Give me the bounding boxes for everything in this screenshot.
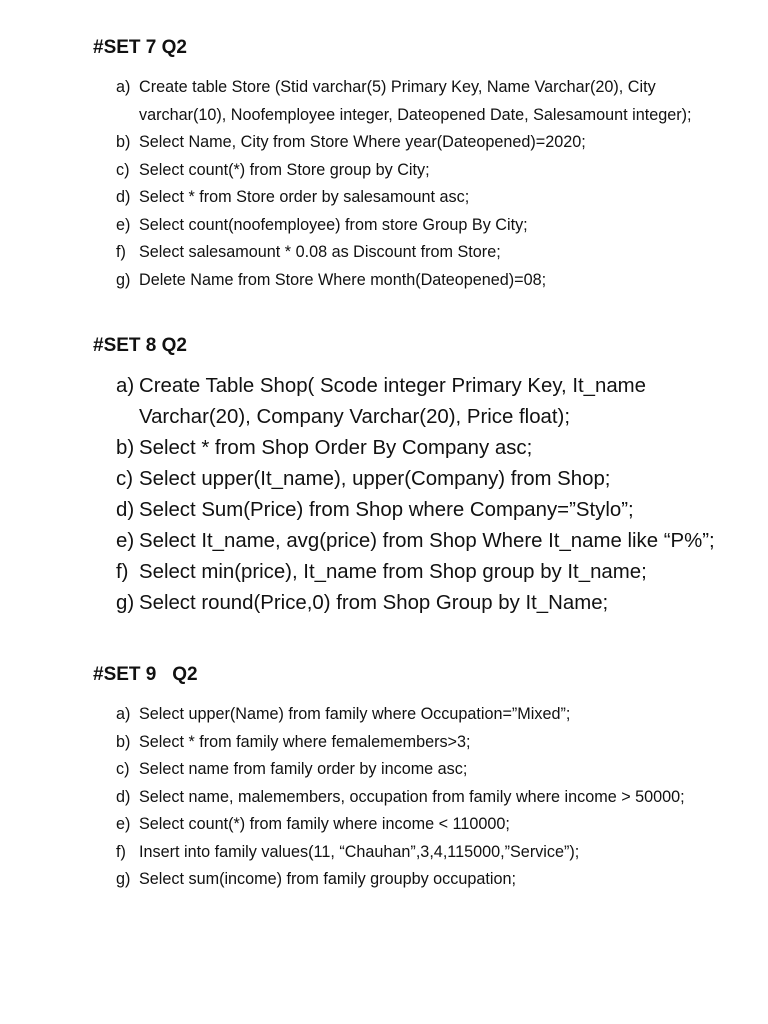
list-item: g) Select sum(income) from family groupby occupation; bbox=[116, 870, 516, 888]
list-item: d) Select Sum(Price) from Shop where Company=”Stylo”; bbox=[116, 499, 634, 521]
list-item: f) Select salesamount * 0.08 as Discount from Store; bbox=[116, 243, 501, 261]
list-item: a) Create table Store (Stid varchar(5) Primary Key, Name Varchar(20), City varchar(10), Noofemployee integer, Dateopened Date, Salesamount integer); bbox=[116, 78, 692, 124]
list-item: e) Select count(*) from family where income < 110000; bbox=[116, 815, 510, 833]
set-9-question-list bbox=[0, 701, 768, 894]
list-item: a) Create Table Shop( Scode integer Primary Key, It_name Varchar(20), Company Varchar(20), Price float); bbox=[116, 375, 647, 428]
list-item: c) Select upper(It_name), upper(Company) from Shop; bbox=[116, 468, 611, 490]
list-item: e) Select count(noofemployee) from store Group By City; bbox=[116, 215, 528, 234]
list-item: g) Delete Name from Store Where month(Dateopened)=08; bbox=[116, 270, 547, 289]
set-8-question-list bbox=[0, 371, 768, 619]
list-item: c) Select name from family order by income asc; bbox=[116, 760, 468, 778]
set-7-question-list bbox=[0, 74, 768, 294]
list-item: f) Select min(price), It_name from Shop group by It_name; bbox=[116, 561, 647, 583]
list-item: c) Select count(*) from Store group by City; bbox=[116, 160, 430, 179]
list-item: f) Insert into family values(11, “Chauhan”,3,4,115000,”Service”); bbox=[116, 842, 580, 861]
list-item: d) Select * from Store order by salesamount asc; bbox=[116, 188, 470, 206]
list-item: b) Select * from Shop Order By Company asc; bbox=[116, 437, 533, 459]
list-item: e) Select It_name, avg(price) from Shop Where It_name like “P%”; bbox=[116, 530, 715, 552]
list-item: g) Select round(Price,0) from Shop Group by It_Name; bbox=[116, 592, 609, 614]
list-item: b) Select * from family where femalemembers>3; bbox=[116, 732, 471, 751]
list-item: b) Select Name, City from Store Where year(Dateopened)=2020; bbox=[116, 133, 586, 151]
set-8-heading: #SET 8 Q2 bbox=[93, 335, 187, 356]
list-item: a) Select upper(Name) from family where Occupation=”Mixed”; bbox=[116, 705, 571, 723]
set-9-heading: #SET 9 Q2 bbox=[93, 664, 198, 685]
list-item: d) Select name, malemembers, occupation from family where income > 50000; bbox=[116, 787, 685, 806]
set-7-heading: #SET 7 Q2 bbox=[93, 37, 187, 58]
